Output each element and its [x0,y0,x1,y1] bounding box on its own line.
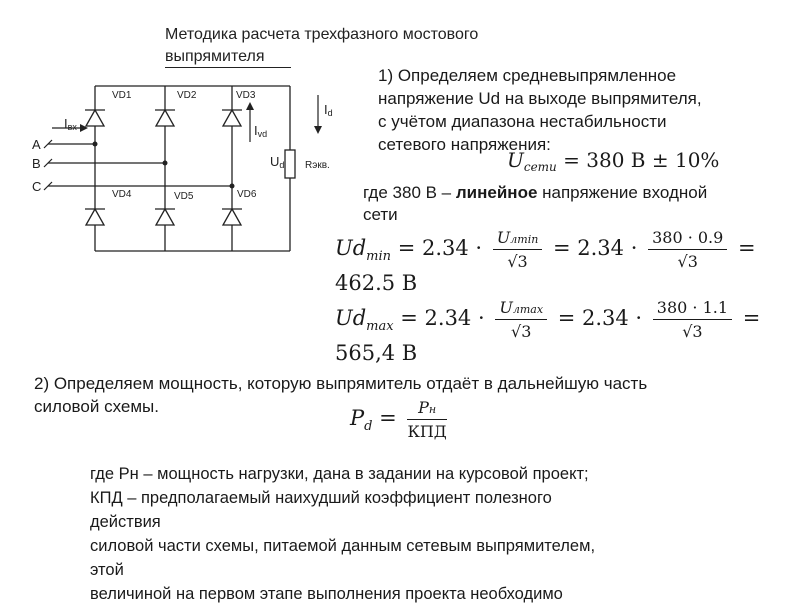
formula-ud-max: $Ud_{max} = 2.34$ · $\frac{Uл\max}{√3}$ = 2.34 · $\frac{380 \cdot 1.1}{√3}$ = 565,4 В [335,298,761,365]
formula-pd: $P_d$ = $\frac{Pн}{\text{КПД}}$ [350,398,447,441]
step1-line-4: сетевого напряжения: [378,135,551,154]
explanation-text [90,462,698,606]
diode-vd4 [85,209,105,225]
label-vd3: VD3 [236,90,256,101]
label-i-d: Id [324,102,333,118]
body-line-6: величиной на первом этапе выполнения проекта необходимо [90,585,563,603]
fraction-pd: $\frac{Pн}{\text{КПД}}$ [407,398,447,441]
title-line-1: Методика расчета трехфазного мостового [165,26,479,43]
bridge-rectifier-circuit [0,0,360,270]
label-vd6: VD6 [237,189,257,200]
label-i-vd: Ivd [254,123,268,139]
body-line-2: КПД – предполагаемый наихудший коэффициент полезного [90,489,552,507]
line-voltage-note: где 380 В – линейное напряжение входной сети [363,183,708,224]
step1-line-2: напряжение Ud на выходе выпрямителя, [378,89,702,108]
body-line-3: действия [90,513,161,531]
body-line-4: силовой части схемы, питаемой данным сетевым выпрямителем, [90,537,596,555]
label-ud: Ud [270,154,285,170]
phase-label-c: C [32,179,42,194]
formula-ud-min: $Ud_{min} = 2.34$ · $\frac{Uл\min}{√3}$ = 2.34 · $\frac{380 \cdot 0.9}{√3}$ = 462.5 В [335,228,756,295]
phase-label-b: B [32,156,41,171]
label-vd5: VD5 [174,191,194,202]
label-vd2: VD2 [177,90,197,101]
label-vd1: VD1 [112,90,132,101]
diode-vd1 [85,110,105,126]
label-vd4: VD4 [112,189,132,200]
diode-vd5 [155,209,175,225]
fraction-ud-max-symbolic: $\frac{Uл\max}{√3}$ [495,298,547,341]
emphasis-linear: линейное [455,183,538,202]
diode-vd2 [155,110,175,126]
fraction-ud-min-numeric: $\frac{380 \cdot 0.9}{√3}$ [648,228,727,271]
step1-line-1: 1) Определяем средневыпрямленное [378,66,677,85]
fraction-ud-max-numeric: $\frac{380 \cdot 1.1}{√3}$ [653,298,732,341]
body-line-5: этой [90,561,124,579]
mains-voltage-formula: $U_{сети} = 380$ В ± 10% [507,148,720,174]
fraction-ud-min-symbolic: $\frac{Uл\min}{√3}$ [493,228,543,271]
step1-text [378,64,778,156]
title-line-2: выпрямителя [165,48,265,65]
body-line-1: где Pн – мощность нагрузки, дана в задании на курсовой проект; [90,465,589,483]
step1-line-3: с учётом диапазона нестабильности [378,112,667,131]
diode-vd3 [222,110,242,126]
step2-line-1: 2) Определяем мощность, которую выпрямитель отдаёт в дальнейшую часть [34,374,648,393]
diode-vd6 [222,209,242,225]
load-resistor [285,150,295,178]
label-load: Rэкв. [305,160,330,171]
step2-line-2: силовой схемы. [34,397,159,416]
phase-label-a: A [32,137,41,152]
label-i-in: Iвх [64,116,77,132]
